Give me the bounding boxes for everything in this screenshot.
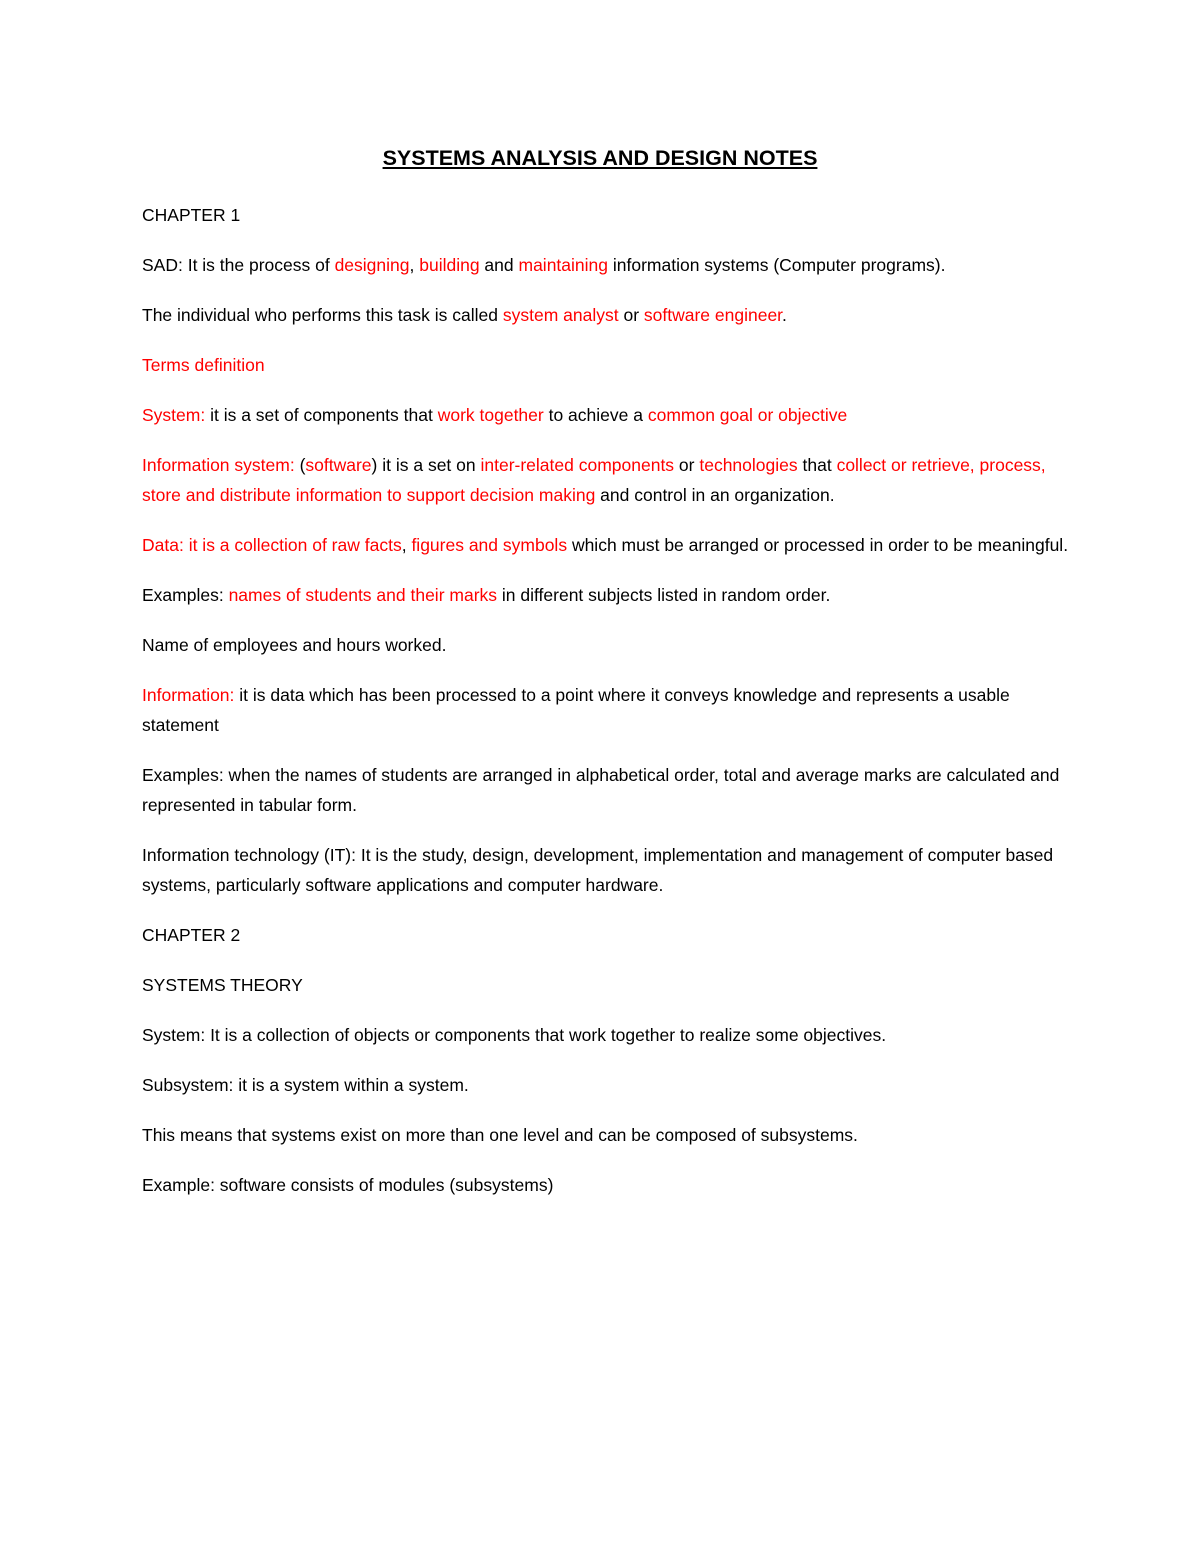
highlighted-text: names of students and their marks xyxy=(228,585,498,605)
highlighted-text: Information: xyxy=(142,685,235,705)
text-segment: CHAPTER 1 xyxy=(142,205,241,225)
highlighted-text: designing xyxy=(334,255,410,275)
text-segment: it is data which has been processed to a point where it conveys knowledge and represents a usable statement xyxy=(142,685,1010,735)
paragraph xyxy=(142,400,1072,430)
highlighted-text: maintaining xyxy=(518,255,608,275)
text-segment: and xyxy=(479,255,519,275)
highlighted-text: Information system: xyxy=(142,455,295,475)
document-body xyxy=(142,200,1072,1220)
highlighted-text: software engineer xyxy=(643,305,783,325)
document-title: SYSTEMS ANALYSIS AND DESIGN NOTES xyxy=(382,146,818,170)
text-segment: This means that systems exist on more than one level and can be composed of subsystems. xyxy=(142,1125,858,1145)
highlighted-text: Data: it is a collection of raw facts xyxy=(142,535,402,555)
text-segment: or xyxy=(674,455,700,475)
paragraph xyxy=(142,1170,1072,1200)
highlighted-text: inter-related components xyxy=(480,455,675,475)
paragraph xyxy=(142,200,1072,230)
paragraph xyxy=(142,450,1072,510)
paragraph xyxy=(142,530,1072,560)
highlighted-text: figures and symbols xyxy=(411,535,568,555)
paragraph xyxy=(142,970,1072,1000)
highlighted-text: work together xyxy=(437,405,544,425)
highlighted-text: common goal or objective xyxy=(647,405,848,425)
text-segment: , xyxy=(401,535,412,555)
text-segment: and control in an organization. xyxy=(595,485,835,505)
text-segment: in different subjects listed in random order. xyxy=(497,585,831,605)
paragraph xyxy=(142,300,1072,330)
text-segment: , xyxy=(409,255,420,275)
highlighted-text: collect or retrieve, process, store and distribute information to support decision making xyxy=(142,455,1046,505)
paragraph xyxy=(142,840,1072,900)
text-segment: System: It is a collection of objects or components that work together to realize some objectives. xyxy=(142,1025,887,1045)
text-segment: or xyxy=(618,305,644,325)
text-segment: The individual who performs this task is called xyxy=(142,305,503,325)
text-segment: information systems (Computer programs). xyxy=(608,255,946,275)
paragraph xyxy=(142,920,1072,950)
highlighted-text: System: xyxy=(142,405,206,425)
paragraph xyxy=(142,680,1072,740)
paragraph xyxy=(142,1070,1072,1100)
text-segment: Example: software consists of modules (subsystems) xyxy=(142,1175,554,1195)
text-segment: which must be arranged or processed in order to be meaningful. xyxy=(567,535,1069,555)
text-segment: Name of employees and hours worked. xyxy=(142,635,447,655)
text-segment: Examples: xyxy=(142,585,229,605)
paragraph xyxy=(142,630,1072,660)
highlighted-text: technologies xyxy=(699,455,798,475)
paragraph xyxy=(142,760,1072,820)
text-segment: ) it is a set on xyxy=(371,455,481,475)
text-segment: . xyxy=(782,305,787,325)
text-segment: ( xyxy=(294,455,306,475)
text-segment: Examples: when the names of students are arranged in alphabetical order, total and average marks are calculated and represented in tabular form. xyxy=(142,765,1060,815)
text-segment: Subsystem: it is a system within a system. xyxy=(142,1075,469,1095)
paragraph xyxy=(142,350,1072,380)
text-segment: that xyxy=(797,455,837,475)
highlighted-text: Terms definition xyxy=(142,355,265,375)
text-segment: CHAPTER 2 xyxy=(142,925,241,945)
paragraph xyxy=(142,1120,1072,1150)
text-segment: it is a set of components that xyxy=(205,405,438,425)
text-segment: SAD: It is the process of xyxy=(142,255,335,275)
paragraph xyxy=(142,580,1072,610)
text-segment: to achieve a xyxy=(543,405,648,425)
highlighted-text: system analyst xyxy=(502,305,619,325)
text-segment: SYSTEMS THEORY xyxy=(142,975,303,995)
highlighted-text: building xyxy=(419,255,480,275)
text-segment: Information technology (IT): It is the study, design, development, implementation and management of computer based systems, particularly software applications and computer hardware. xyxy=(142,845,1054,895)
highlighted-text: software xyxy=(305,455,372,475)
paragraph xyxy=(142,1020,1072,1050)
paragraph xyxy=(142,250,1072,280)
